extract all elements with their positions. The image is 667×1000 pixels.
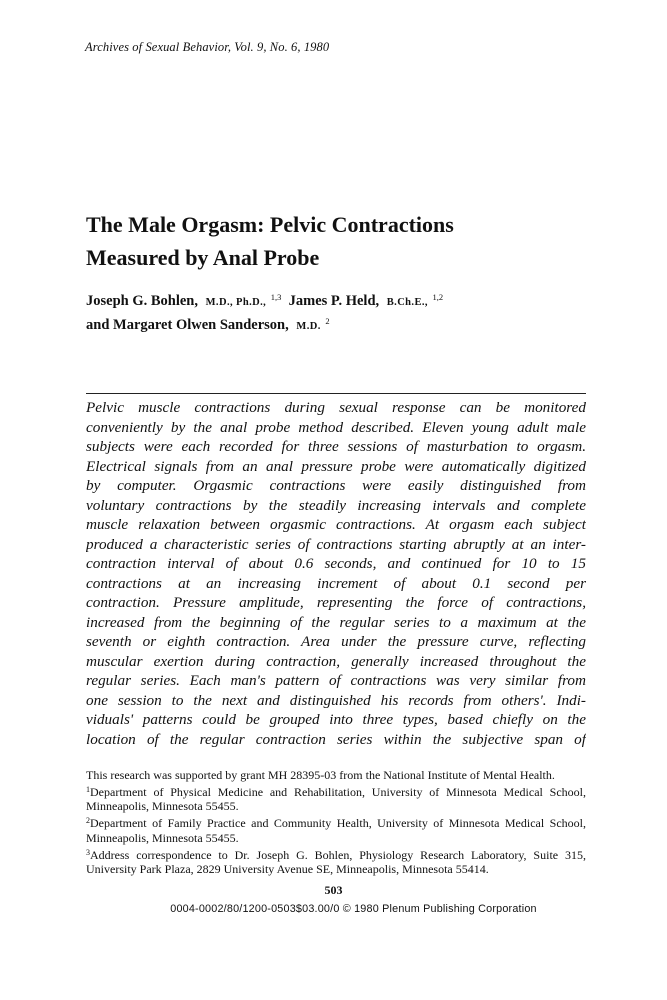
author-name: James P. Held,	[288, 293, 380, 309]
abstract-line: voluntary contractions by the steadily increasing intervals and complete	[86, 496, 586, 514]
footnote-text: Department of Family Practice and Community Health, University of Minnesota Medical School, Minneapolis, Minnesota 55455.	[86, 816, 586, 845]
abstract-line: one session to the next and distinguished his records from others'. Indi-	[86, 691, 586, 709]
abstract-line: conveniently by the anal probe method described. Eleven young adult male	[86, 418, 586, 436]
author-line-1	[86, 288, 606, 312]
abstract-line: subjects were each recorded for three sessions of masturbation to orgasm.	[86, 438, 586, 455]
abstract-line: contraction. Pressure amplitude, representing the force of contractions,	[86, 594, 586, 611]
abstract-divider	[86, 393, 586, 394]
author-degrees: M.D.	[296, 321, 321, 332]
journal-citation: Archives of Sexual Behavior, Vol. 9, No. 6, 1980	[85, 40, 330, 54]
author-list	[86, 288, 606, 336]
abstract-line: increased from the beginning of the regular series to a maximum at the	[86, 613, 586, 631]
abstract-line: Electrical signals from an anal pressure probe were automatically digitized	[86, 457, 586, 475]
footnotes	[86, 768, 586, 877]
footnote-text: Address correspondence to Dr. Joseph G. Bohlen, Physiology Research Laboratory, Suite 315, University Park Plaza, 2829 University Avenue SE, Minneapolis, Minnesota 55414.	[86, 847, 586, 877]
abstract-line: Pelvic muscle contractions during sexual response can be monitored	[86, 399, 586, 416]
abstract	[86, 398, 586, 749]
abstract-line: contraction interval of about 0.6 seconds, and continued for 10 to 15	[86, 555, 586, 572]
abstract-line: regular series. Each man's pattern of contractions was very similar from	[86, 672, 586, 689]
author-conjunction: and	[86, 317, 110, 333]
author-degrees: M.D., Ph.D.,	[205, 297, 267, 308]
abstract-line: produced a characteristic series of contractions starting abruptly at an inter-	[86, 535, 586, 553]
footnote-marker: 1	[86, 784, 90, 794]
footnote-1	[86, 783, 586, 814]
affiliation-marker: 1,3	[270, 292, 282, 302]
footnote-marker: 2	[86, 816, 90, 826]
abstract-line: muscle relaxation between orgasmic contractions. At orgasm each subject	[86, 516, 586, 533]
copyright-line: 0004-0002/80/1200-0503$03.00/0 © 1980 Plenum Publishing Corporation	[170, 903, 537, 915]
abstract-line: viduals' patterns could be grouped into three types, based chiefly on the	[86, 711, 586, 728]
author-name: Margaret Olwen Sanderson,	[113, 317, 289, 333]
abstract-line: muscular exertion during contraction, generally increased throughout the	[86, 652, 586, 670]
author-name: Joseph G. Bohlen,	[86, 293, 198, 309]
title-line-1: The Male Orgasm: Pelvic Contractions	[86, 212, 454, 237]
abstract-line: seventh or eighth contraction. Area under the pressure curve, reflecting	[86, 633, 586, 650]
author-line-2	[86, 312, 606, 336]
abstract-line: location of the regular contraction series within the subjective span of	[86, 730, 586, 748]
abstract-line: by computer. Orgasmic contractions were easily distinguished from	[86, 477, 586, 494]
funding-note: This research was supported by grant MH 28395-03 from the National Institute of Mental Health.	[86, 768, 555, 782]
footnote-3	[86, 846, 586, 877]
footnote-text: Department of Physical Medicine and Rehabilitation, University of Minnesota Medical School, Minneapolis, Minnesota 55455.	[86, 784, 586, 814]
affiliation-marker: 1,2	[432, 292, 444, 302]
paper-title	[86, 208, 606, 274]
footnote-2	[86, 814, 586, 845]
affiliation-marker: 2	[325, 316, 330, 326]
page-number: 503	[324, 883, 343, 897]
abstract-line: contractions at an increasing increment of about 0.1 second per	[86, 574, 586, 592]
title-line-2: Measured by Anal Probe	[86, 245, 320, 270]
author-degrees: B.Ch.E.,	[386, 297, 428, 308]
footnote-marker: 3	[86, 847, 90, 857]
